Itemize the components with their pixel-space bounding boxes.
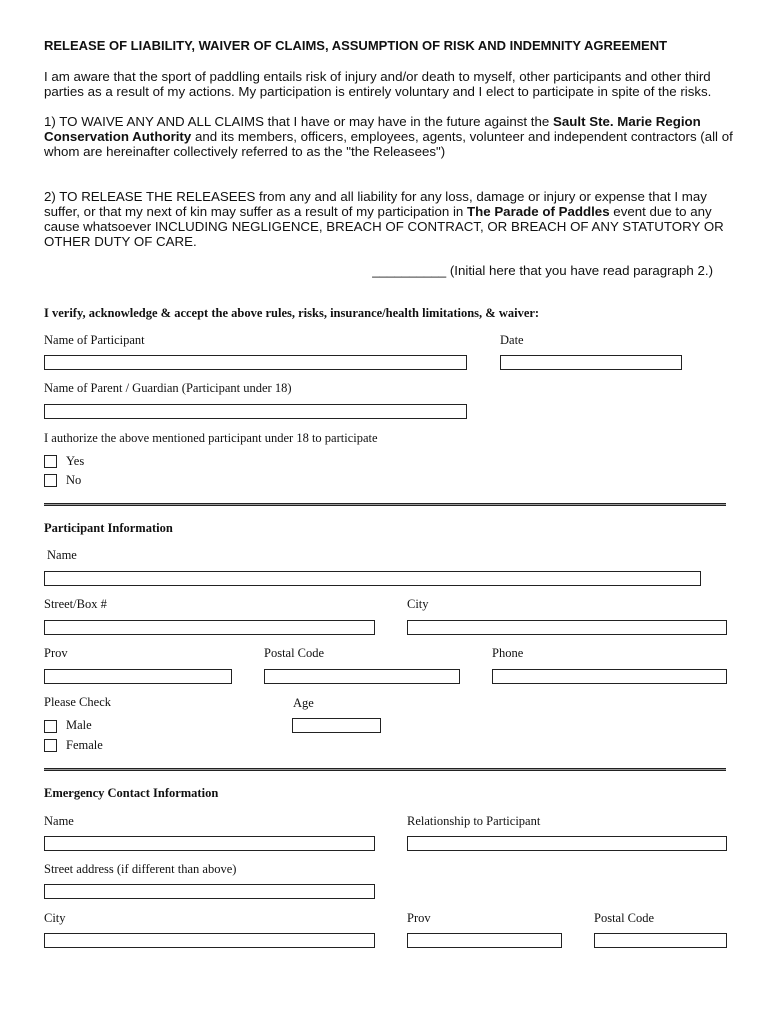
- street-field[interactable]: [44, 620, 375, 635]
- emergency-street-field[interactable]: [44, 884, 375, 899]
- paragraph-2-event-name: The Parade of Paddles: [466, 204, 610, 219]
- emergency-prov-label: Prov: [407, 911, 431, 925]
- authorize-no-label: No: [66, 473, 82, 487]
- city-field[interactable]: [407, 620, 727, 635]
- emergency-contact-heading: Emergency Contact Information: [44, 786, 219, 800]
- authorize-yes-label: Yes: [66, 454, 85, 468]
- female-label: Female: [66, 738, 103, 752]
- age-label: Age: [293, 696, 314, 710]
- female-checkbox[interactable]: [44, 739, 57, 752]
- paragraph-2-text-a: 2) TO RELEASE THE RELEASEES from any and all liability for any loss, damage or injury or expense that I may suffer, or that my next of kin may suffer as a result of my participation in: [44, 189, 707, 219]
- verify-statement: I verify, acknowledge & accept the above rules, risks, insurance/health limitations, & waiver:: [44, 306, 540, 320]
- date-field[interactable]: [500, 355, 682, 370]
- guardian-name-label: Name of Parent / Guardian (Participant under 18): [44, 381, 292, 395]
- authorize-no-checkbox[interactable]: [44, 474, 57, 487]
- guardian-name-field[interactable]: [44, 404, 467, 419]
- participant-full-name-field[interactable]: [44, 571, 701, 586]
- section-divider: [44, 503, 726, 506]
- waiver-title: RELEASE OF LIABILITY, WAIVER OF CLAIMS, ASSUMPTION OF RISK AND INDEMNITY AGREEMENT: [44, 38, 668, 53]
- waiver-paragraph-2: [44, 189, 734, 249]
- phone-field[interactable]: [492, 669, 727, 684]
- city-label: City: [407, 597, 429, 611]
- prov-label: Prov: [44, 646, 68, 660]
- emergency-name-field[interactable]: [44, 836, 375, 851]
- postal-code-label: Postal Code: [264, 646, 325, 660]
- emergency-postal-code-field[interactable]: [594, 933, 727, 948]
- male-label: Male: [66, 718, 92, 732]
- age-field[interactable]: [292, 718, 381, 733]
- participant-name-field[interactable]: [44, 355, 467, 370]
- waiver-intro-paragraph: I am aware that the sport of paddling entails risk of injury and/or death to myself, other participants and other third parties as a result of my actions. My participation is entirely voluntary and I elect to participate in spite of the risks.: [44, 69, 712, 99]
- waiver-paragraph-1: [44, 114, 734, 159]
- street-label: Street/Box #: [44, 597, 107, 611]
- emergency-prov-field[interactable]: [407, 933, 562, 948]
- authorize-yes-checkbox[interactable]: [44, 455, 57, 468]
- paragraph-2-text-b: event due to any cause whatsoever INCLUDING NEGLIGENCE, BREACH OF CONTRACT, OR BREACH OF ANY STATUTORY OR OTHER DUTY OF CARE.: [44, 204, 724, 249]
- relationship-field[interactable]: [407, 836, 727, 851]
- paragraph-1-organization: Sault Ste. Marie Region Conservation Authority: [44, 114, 701, 144]
- phone-label: Phone: [492, 646, 524, 660]
- initial-paragraph-2-line: __________ (Initial here that you have read paragraph 2.): [372, 263, 713, 278]
- postal-code-field[interactable]: [264, 669, 460, 684]
- male-checkbox[interactable]: [44, 720, 57, 733]
- emergency-city-label: City: [44, 911, 66, 925]
- participant-info-heading: Participant Information: [44, 521, 173, 535]
- prov-field[interactable]: [44, 669, 232, 684]
- paragraph-1-text-a: 1) TO WAIVE ANY AND ALL CLAIMS that I have or may have in the future against the: [44, 114, 553, 129]
- relationship-label: Relationship to Participant: [407, 814, 541, 828]
- please-check-label: Please Check: [44, 695, 111, 709]
- emergency-postal-code-label: Postal Code: [594, 911, 655, 925]
- participant-full-name-label: Name: [47, 548, 77, 562]
- section-divider: [44, 768, 726, 771]
- authorize-label: I authorize the above mentioned participant under 18 to participate: [44, 431, 378, 445]
- date-label: Date: [500, 333, 524, 347]
- participant-name-label: Name of Participant: [44, 333, 145, 347]
- paragraph-1-text-b: and its members, officers, employees, agents, volunteer and independent contractors (all of whom are hereinafter collectively referred to as the "the Releasees"): [44, 129, 733, 159]
- emergency-city-field[interactable]: [44, 933, 375, 948]
- emergency-name-label: Name: [44, 814, 74, 828]
- emergency-street-label: Street address (if different than above): [44, 862, 237, 876]
